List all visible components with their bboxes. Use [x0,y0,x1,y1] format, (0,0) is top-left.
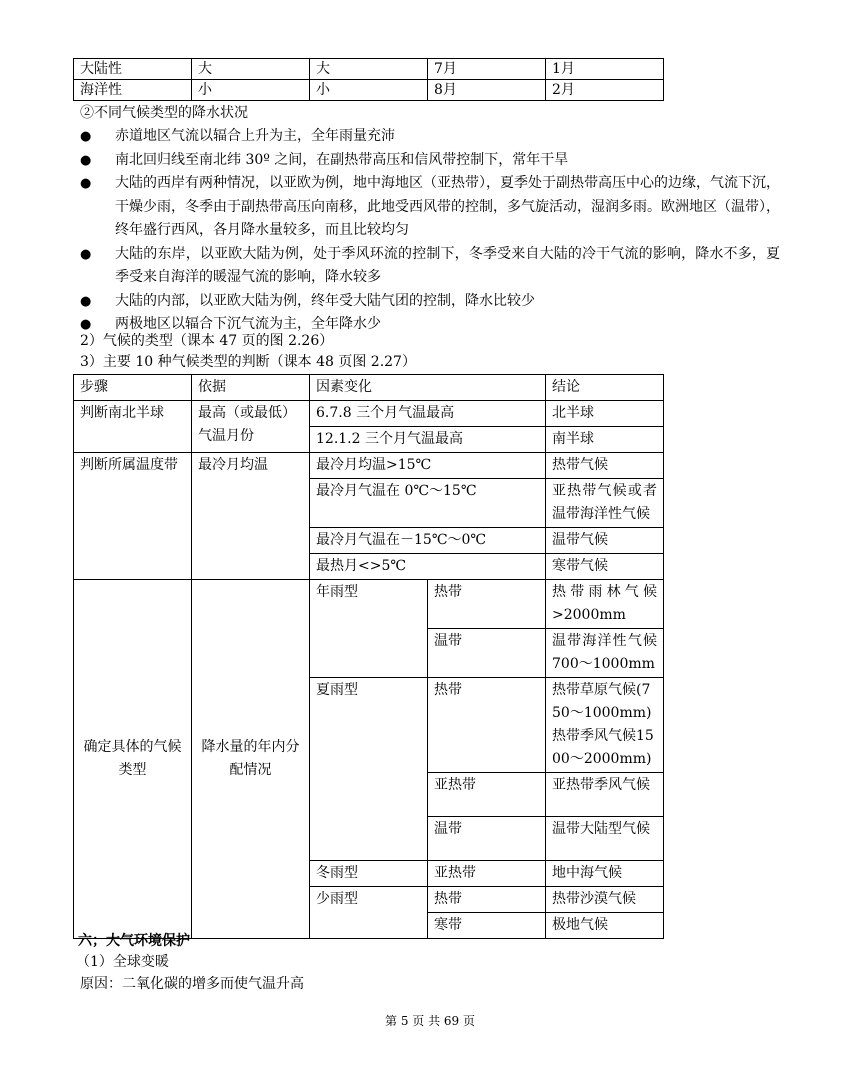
table-cell: 1月 [546,59,664,80]
rain-type-cell: 年雨型 [310,580,428,678]
table-row [74,401,664,427]
conclusion-cell: 热带气候 [546,453,664,479]
zone-cell: 热带 [428,887,546,913]
zone-cell: 亚热带 [428,861,546,887]
table-row [74,80,664,101]
climate-cell: 温带海洋性气候 700～1000mm [546,629,664,678]
factor-cell: 最冷月气温在－15℃～0℃ [310,528,546,554]
factor-cell: 6.7.8 三个月气温最高 [310,401,546,427]
table-cell: 大 [192,59,310,80]
step-cell: 判断所属温度带 [74,453,192,580]
header-basis: 依据 [192,375,310,401]
table-cell: 海洋性 [74,80,192,101]
conclusion-cell: 亚热带气候或者温带海洋性气候 [546,479,664,528]
conclusion-cell: 南半球 [546,427,664,453]
header-factor: 因素变化 [310,375,546,401]
table-row [74,453,664,479]
section-title: ②不同气候类型的降水状况 [80,105,248,121]
temperature-characteristics-table [73,58,664,101]
list-item: ● 两极地区以辐合下沉气流为主，全年降水少 [80,313,780,337]
table-cell: 小 [192,80,310,101]
factor-cell: 最冷月均温>15℃ [310,453,546,479]
rain-type-cell: 冬雨型 [310,861,428,887]
factor-cell: 最冷月气温在 0℃～15℃ [310,479,546,528]
subsection-title: （1）全球变暖 [76,954,169,970]
basis-cell: 最冷月均温 [192,453,310,580]
climate-cell: 温带大陆型气候 [546,817,664,861]
zone-cell: 温带 [428,817,546,861]
table-cell: 大 [310,59,428,80]
list-item: ● 大陆的东岸，以亚欧大陆为例，处于季风环流的控制下，冬季受来自大陆的冷干气流的影响，降水不多，夏季受来自海洋的暖湿气流的影响，降水较多 [80,243,780,290]
list-item: ● 大陆的西岸有两种情况，以亚欧为例，地中海地区（亚热带），夏季处于副热带高压中心的边缘，气流下沉，干燥少雨，冬季由于副热带高压向南移，此地受西风带的控制，多气旋活动，湿润多雨。欧洲地区（温带），终年盛行西风，各月降水量较多，而且比较均匀 [80,172,780,243]
climate-cell: 热带雨林气候>2000mm [546,580,664,629]
bullet-list [80,125,780,337]
rain-type-cell: 夏雨型 [310,678,428,861]
conclusion-cell: 北半球 [546,401,664,427]
zone-cell: 热带 [428,580,546,629]
table-cell: 7月 [428,59,546,80]
climate-judgement-line: 3）主要 10 种气候类型的判断（课本 48 页图 2.27） [80,354,416,370]
rain-type-cell: 少雨型 [310,887,428,939]
reason-text: 原因：二氧化碳的增多而使气温升高 [80,976,304,992]
basis-cell: 降水量的年内分配情况 [192,580,310,939]
climate-cell: 热带沙漠气候 [546,887,664,913]
zone-cell: 温带 [428,629,546,678]
table-cell: 2月 [546,80,664,101]
conclusion-cell: 温带气候 [546,528,664,554]
table-row [74,59,664,80]
climate-cell: 极地气候 [546,913,664,939]
conclusion-cell: 寒带气候 [546,554,664,580]
climate-types-line: 2）气候的类型（课本 47 页的图 2.26） [80,333,334,349]
zone-cell: 亚热带 [428,773,546,817]
table-header-row [74,375,664,401]
step-cell: 确定具体的气候类型 [74,580,192,939]
list-item: ● 大陆的内部，以亚欧大陆为例，终年受大陆气团的控制，降水比较少 [80,290,780,314]
table-cell: 大陆性 [74,59,192,80]
zone-cell: 寒带 [428,913,546,939]
climate-cell: 亚热带季风气候 [546,773,664,817]
page-footer: 第 5 页 共 69 页 [385,1014,475,1028]
factor-cell: 12.1.2 三个月气温最高 [310,427,546,453]
zone-cell: 热带 [428,678,546,773]
basis-cell: 最高（或最低）气温月份 [192,401,310,453]
table-cell: 小 [310,80,428,101]
header-step: 步骤 [74,375,192,401]
climate-cell: 地中海气候 [546,861,664,887]
climate-cell: 热带草原气候(750～1000mm)热带季风气候1500～2000mm) [546,678,664,773]
list-item: ● 南北回归线至南北纬 30º 之间，在副热带高压和信风带控制下，常年干旱 [80,149,780,173]
factor-cell: 最热月<>5℃ [310,554,546,580]
climate-judgement-table [73,374,664,939]
header-conclusion: 结论 [546,375,664,401]
step-cell: 判断南北半球 [74,401,192,453]
list-item: ● 赤道地区气流以辐合上升为主，全年雨量充沛 [80,125,780,149]
table-cell: 8月 [428,80,546,101]
table-row [74,580,664,629]
section-heading: 六；大气环境保护 [78,933,190,949]
